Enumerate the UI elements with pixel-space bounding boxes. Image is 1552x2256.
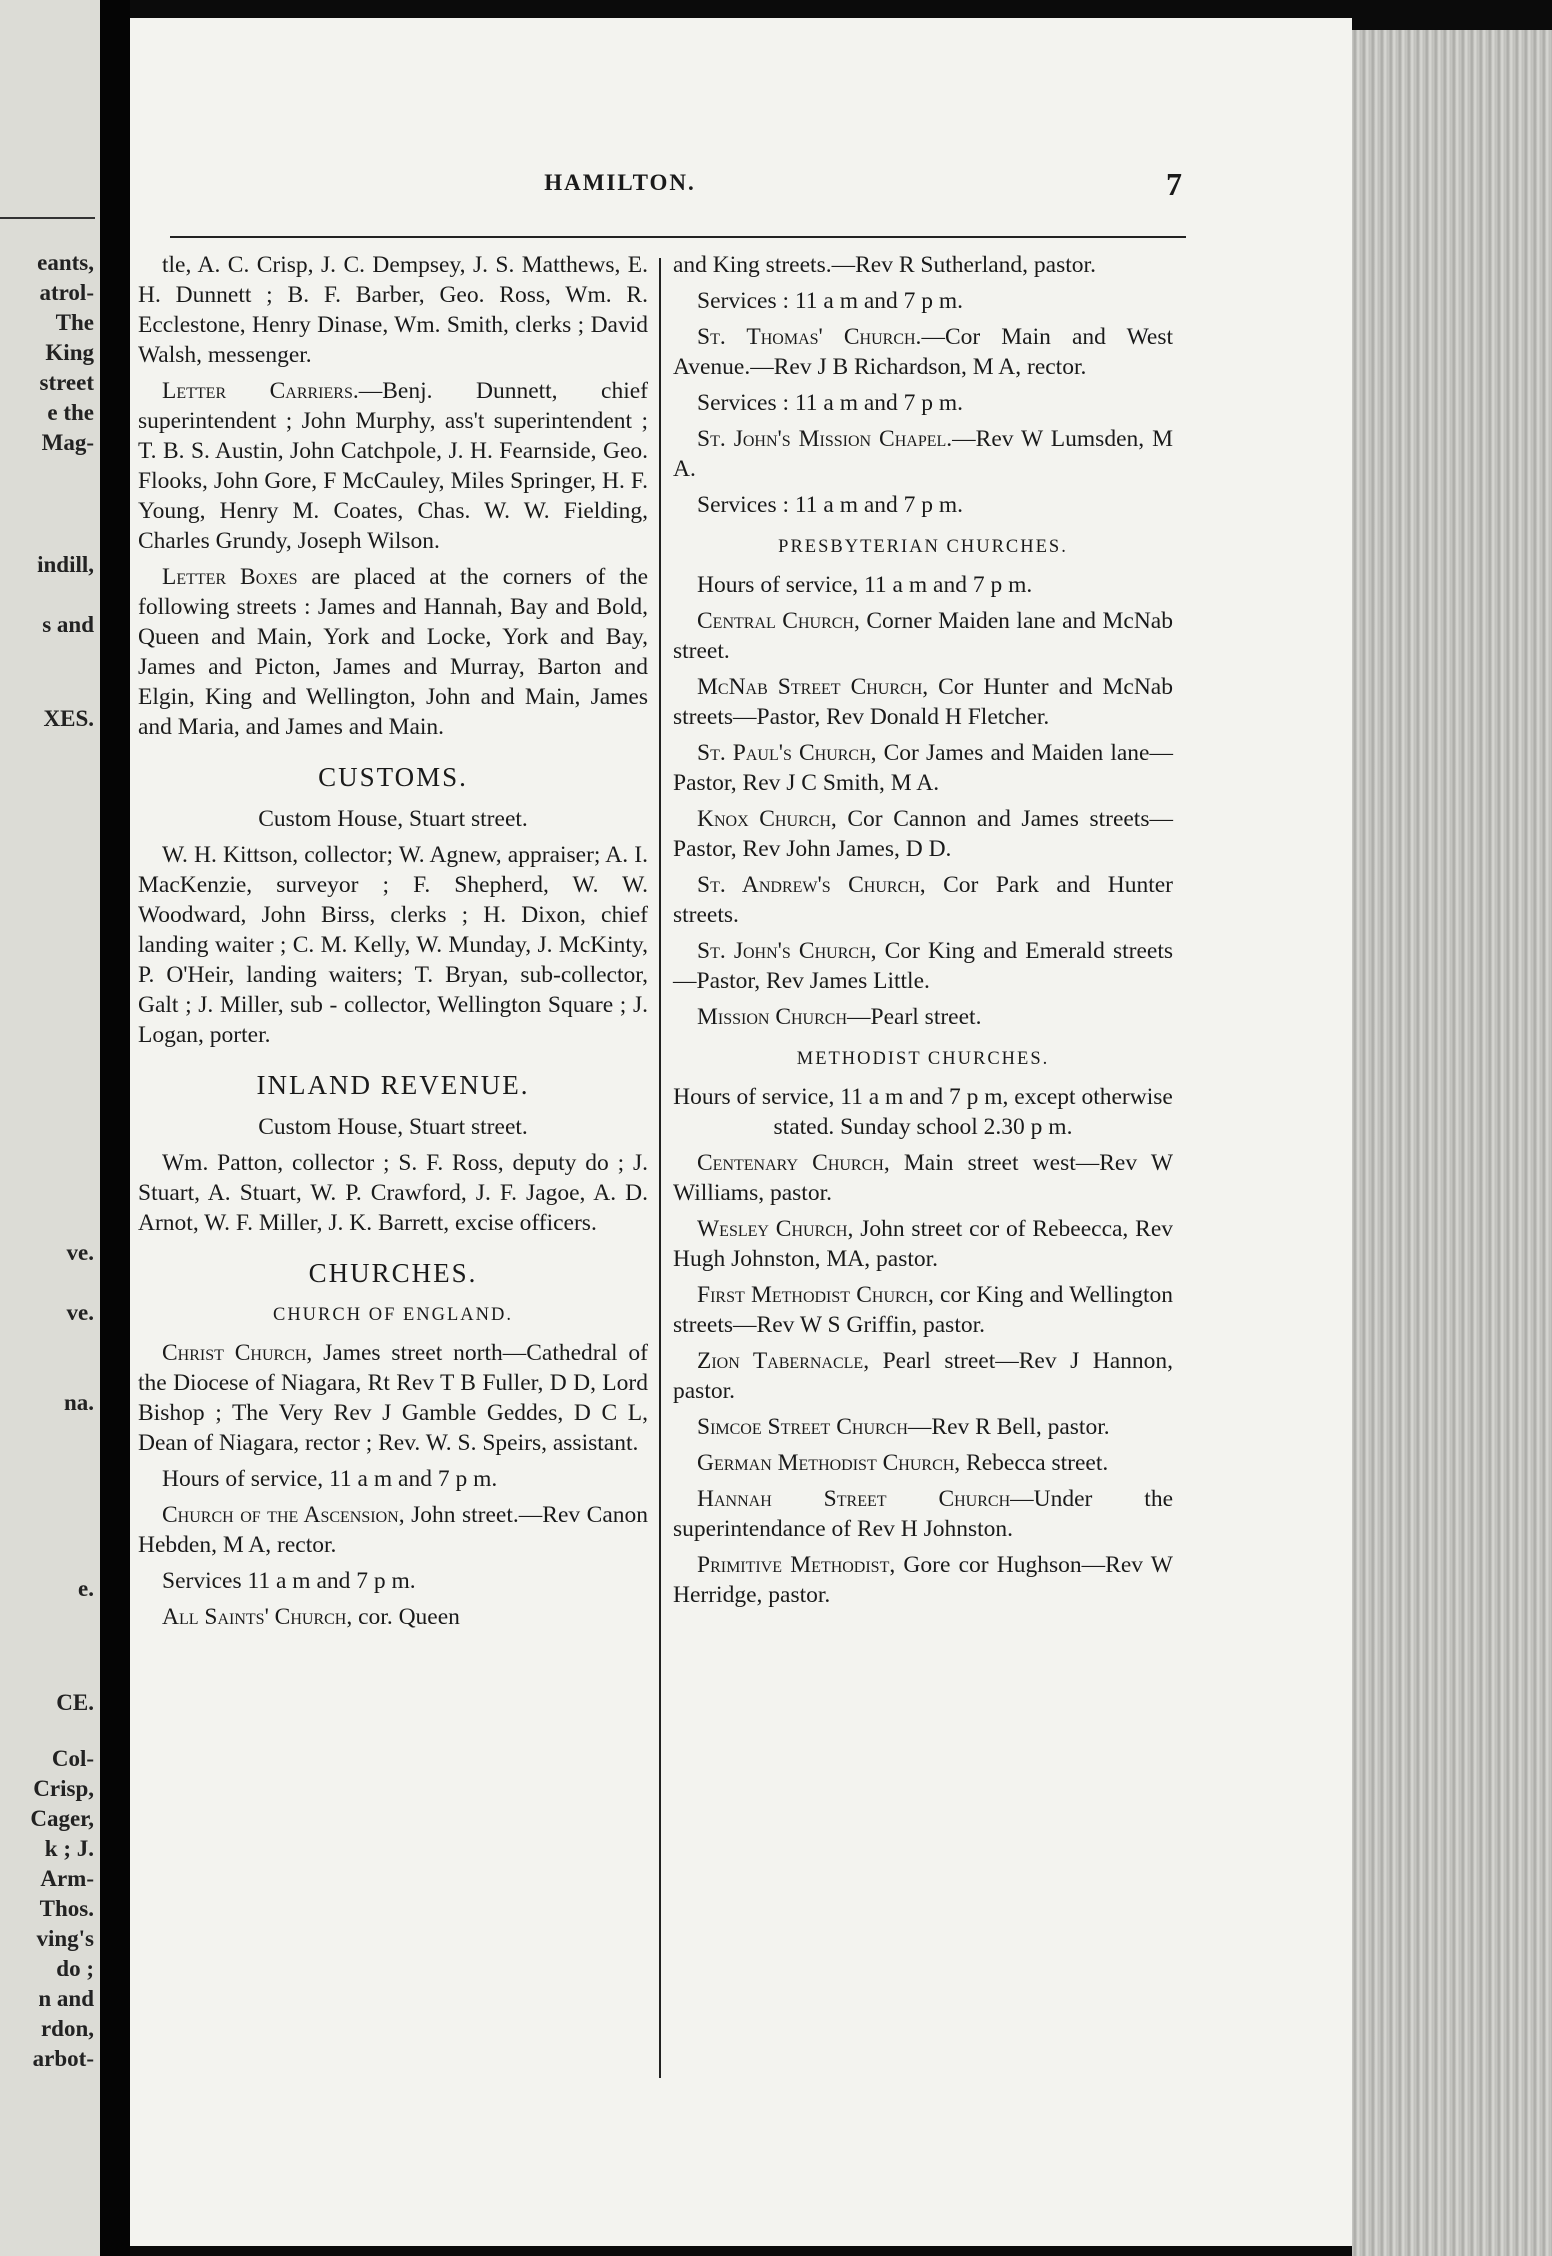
entry-text: cor King and Wellington streets—Rev W S Griffin, pastor.: [673, 1282, 1174, 1338]
entry-paragraph: [673, 570, 1173, 600]
entry-text: Services : 11 a m and 7 p m.: [697, 492, 964, 518]
previous-page-fragment: ve.: [66, 1300, 94, 1325]
entry-text: Hours of service, 11 a m and 7 p m, except otherwise stated. Sunday school 2.30 p m.: [673, 1084, 1173, 1140]
entry-name: Knox Church,: [697, 806, 837, 832]
previous-page-fragment: eants,: [37, 250, 94, 275]
entry-text: Cor Cannon and James streets—Pastor, Rev John James, D D.: [673, 806, 1173, 862]
entry-name: Central Church,: [697, 608, 860, 634]
entry-paragraph: [673, 870, 1173, 930]
entry-paragraph: [673, 1412, 1173, 1442]
entry-text: —Pearl street.: [847, 1004, 982, 1030]
entry-name: St. Paul's Church,: [697, 740, 877, 766]
previous-page-fragment: XES.: [43, 706, 94, 731]
entry-paragraph: [138, 376, 648, 556]
entry-name: Christ Church,: [162, 1340, 313, 1366]
section-heading: INLAND REVENUE.: [256, 1070, 530, 1100]
entry-text: John street.—Rev Canon Hebden, M A, rector.: [138, 1502, 648, 1558]
entry-text: Corner Maiden lane and McNab street.: [673, 608, 1173, 664]
entry-text: tle, A. C. Crisp, J. C. Dempsey, J. S. Matthews, E. H. Dunnett ; B. F. Barber, Geo. Ross, Wm. R. Ecclestone, Henry Dinase, Wm. Smith, clerks ; David Walsh, messenger.: [138, 252, 648, 368]
entry-paragraph: [673, 672, 1173, 732]
section-heading: CHURCHES.: [308, 1258, 478, 1288]
header-rule: [170, 236, 1186, 238]
previous-page-fragment: street: [39, 370, 94, 395]
entry-text: and King streets.—Rev R Sutherland, pastor.: [673, 252, 1096, 278]
entry-paragraph: [673, 936, 1173, 996]
entry-text: Services 11 a m and 7 p m.: [162, 1568, 416, 1594]
entry-paragraph: [673, 424, 1173, 484]
entry-text: John street cor of Rebeecca, Rev Hugh Johnston, MA, pastor.: [673, 1216, 1173, 1272]
column-divider: [659, 258, 661, 2078]
entry-paragraph: [673, 1448, 1173, 1478]
entry-paragraph: [673, 1002, 1173, 1032]
entry-text: Hours of service, 11 a m and 7 p m.: [697, 572, 1033, 598]
entry-paragraph: [673, 1082, 1173, 1142]
entry-text: cor. Queen: [352, 1604, 460, 1630]
entry-paragraph: [138, 1112, 648, 1142]
entry-paragraph: [673, 1550, 1173, 1610]
previous-page-fragment: rdon,: [40, 2016, 94, 2041]
entry-paragraph: [673, 1214, 1173, 1274]
previous-page-fragment: King: [45, 340, 94, 365]
entry-name: Centenary Church,: [697, 1150, 890, 1176]
previous-page-fragment: n and: [38, 1986, 94, 2011]
entry-text: —Under the superintendance of Rev H Johnston.: [673, 1486, 1174, 1542]
entry-name: Zion Tabernacle,: [697, 1348, 870, 1374]
entry-name: Church of the Ascension,: [162, 1502, 405, 1528]
entry-paragraph: [673, 1346, 1173, 1406]
entry-paragraph: [673, 286, 1173, 316]
entry-text: —Rev W Lumsden, M A.: [673, 426, 1173, 482]
previous-page-fragment: Thos.: [39, 1896, 94, 1921]
subsection-heading: PRESBYTERIAN CHURCHES.: [778, 537, 1068, 557]
entry-text: Custom House, Stuart street.: [258, 806, 528, 832]
entry-text: Services : 11 a m and 7 p m.: [697, 288, 964, 314]
entry-name: Letter Carriers.: [162, 378, 359, 404]
entry-name: German Methodist Church,: [697, 1450, 961, 1476]
entry-text: Cor Hunter and McNab streets—Pastor, Rev Donald H Fletcher.: [673, 674, 1173, 730]
running-head: HAMILTON.: [544, 170, 696, 195]
entry-paragraph: [138, 1338, 648, 1458]
entry-paragraph: [138, 1602, 648, 1632]
entry-paragraph: [138, 804, 648, 834]
entry-name: St. John's Church,: [697, 938, 877, 964]
previous-page-fragment: Arm-: [40, 1866, 94, 1891]
previous-page-fragment: Col-: [51, 1746, 94, 1771]
entry-paragraph: [673, 738, 1173, 798]
entry-text: —Cor Main and West Avenue.—Rev J B Richardson, M A, rector.: [673, 324, 1174, 380]
entry-text: Custom House, Stuart street.: [258, 1114, 528, 1140]
entry-paragraph: [673, 1484, 1173, 1544]
entry-paragraph: [138, 562, 648, 742]
entry-paragraph: [138, 840, 648, 1050]
entry-paragraph: [673, 388, 1173, 418]
entry-paragraph: [138, 1500, 648, 1560]
entry-paragraph: [673, 804, 1173, 864]
entry-name: All Saints' Church,: [162, 1604, 353, 1630]
entry-paragraph: [673, 1280, 1173, 1340]
entry-text: Cor James and Maiden lane—Pastor, Rev J C Smith, M A.: [673, 740, 1173, 796]
page-stack-edge: [1352, 30, 1552, 2256]
entry-text: Pearl street—Rev J Hannon, pastor.: [673, 1348, 1173, 1404]
previous-page-fragment: ve.: [66, 1240, 94, 1265]
entry-text: are placed at the corners of the following streets : James and Hannah, Bay and Bold, Queen and Main, York and Locke, York and Bay, James and Picton, James and Murray, Barton and Elgin, King and Wellington, John and Main, James and Maria, and James and Main.: [138, 564, 649, 740]
page-number: 7: [1166, 166, 1182, 202]
previous-page-fragment: e the: [47, 400, 94, 425]
right-column: [673, 250, 1173, 1616]
entry-name: McNab Street Church,: [697, 674, 929, 700]
entry-text: W. H. Kittson, collector; W. Agnew, appraiser; A. I. MacKenzie, surveyor ; F. Shepherd, W. W. Woodward, John Birss, clerks ; H. Dixon, chief landing waiter ; C. M. Kelly, W. Munday, J. McKinty, P. O'Heir, landing waiters; T. Bryan, sub-collector, Galt ; J. Miller, sub - collector, Wellington Square ; J. Logan, porter.: [138, 842, 648, 1048]
entry-name: Mission Church: [697, 1004, 848, 1030]
previous-page-fragment: Crisp,: [33, 1776, 94, 1801]
entry-name: First Methodist Church,: [697, 1282, 934, 1308]
entry-text: Wm. Patton, collector ; S. F. Ross, deputy do ; J. Stuart, A. Stuart, W. P. Crawford, J. F. Jagoe, A. D. Arnot, W. F. Miller, J. K. Barrett, excise officers.: [138, 1150, 648, 1236]
left-column: [138, 250, 648, 1638]
previous-page-fragment: The: [55, 310, 94, 335]
entry-name: Letter Boxes: [162, 564, 298, 590]
entry-text: James street north—Cathedral of the Diocese of Niagara, Rt Rev T B Fuller, D D, Lord Bishop ; The Very Rev J Gamble Geddes, D C L, Dean of Niagara, rector ; Rev. W. S. Speirs, assistant.: [138, 1340, 648, 1456]
entry-paragraph: [673, 606, 1173, 666]
previous-page-fragment: e.: [78, 1576, 94, 1601]
entry-name: St. Thomas' Church.: [697, 324, 922, 350]
entry-paragraph: [138, 1566, 648, 1596]
entry-text: Main street west—Rev W Williams, pastor.: [673, 1150, 1173, 1206]
subsection-heading: CHURCH OF ENGLAND.: [272, 1305, 514, 1325]
section-heading: CUSTOMS.: [318, 762, 468, 792]
previous-page-fragment: Mag-: [41, 430, 94, 455]
previous-page-fragment: na.: [63, 1390, 94, 1415]
entry-text: —Benj. Dunnett, chief superintendent ; John Murphy, ass't superintendent ; T. B. S. Austin, John Catchpole, J. H. Fearnside, Geo. Flooks, John Gore, F McCauley, Miles Springer, H. F. Young, Henry M. Coates, Chas. W. W. Fielding, Charles Grundy, Joseph Wilson.: [138, 378, 649, 554]
entry-paragraph: [138, 1148, 648, 1238]
entry-paragraph: [138, 1464, 648, 1494]
entry-name: Simcoe Street Church: [697, 1414, 908, 1440]
entry-text: Hours of service, 11 a m and 7 p m.: [162, 1466, 498, 1492]
entry-text: Services : 11 a m and 7 p m.: [697, 390, 964, 416]
previous-page-rule: [0, 217, 95, 219]
previous-page-fragment: arbot-: [32, 2046, 94, 2071]
entry-text: Cor King and Emerald streets—Pastor, Rev James Little.: [673, 938, 1173, 994]
entry-paragraph: [673, 250, 1173, 280]
entry-name: Hannah Street Church: [697, 1486, 1011, 1512]
entry-text: Gore cor Hughson—Rev W Herridge, pastor.: [673, 1552, 1173, 1608]
entry-text: —Rev R Bell, pastor.: [907, 1414, 1110, 1440]
entry-paragraph: [673, 322, 1173, 382]
subsection-heading: METHODIST CHURCHES.: [796, 1049, 1050, 1069]
entry-text: Rebecca street.: [960, 1450, 1109, 1476]
entry-paragraph: [673, 1148, 1173, 1208]
previous-page-fragment: CE.: [56, 1690, 94, 1715]
previous-page-fragment: s and: [42, 612, 94, 637]
previous-page-fragment: ving's: [36, 1926, 94, 1951]
entry-name: St. John's Mission Chapel.: [697, 426, 953, 452]
entry-paragraph: [673, 490, 1173, 520]
previous-page-fragment: atrol-: [39, 280, 94, 305]
entry-name: Primitive Methodist,: [697, 1552, 896, 1578]
previous-page-edge: [0, 0, 100, 2256]
previous-page-fragment: Cager,: [30, 1806, 94, 1831]
binding-gutter: [100, 0, 130, 2256]
entry-name: Wesley Church,: [697, 1216, 854, 1242]
previous-page-fragment: indill,: [37, 552, 94, 577]
previous-page-fragment: do ;: [56, 1956, 94, 1981]
entry-paragraph: [138, 250, 648, 370]
previous-page-fragment: k ; J.: [44, 1836, 94, 1861]
entry-name: St. Andrew's Church,: [697, 872, 926, 898]
entry-text: Cor Park and Hunter streets.: [673, 872, 1173, 928]
